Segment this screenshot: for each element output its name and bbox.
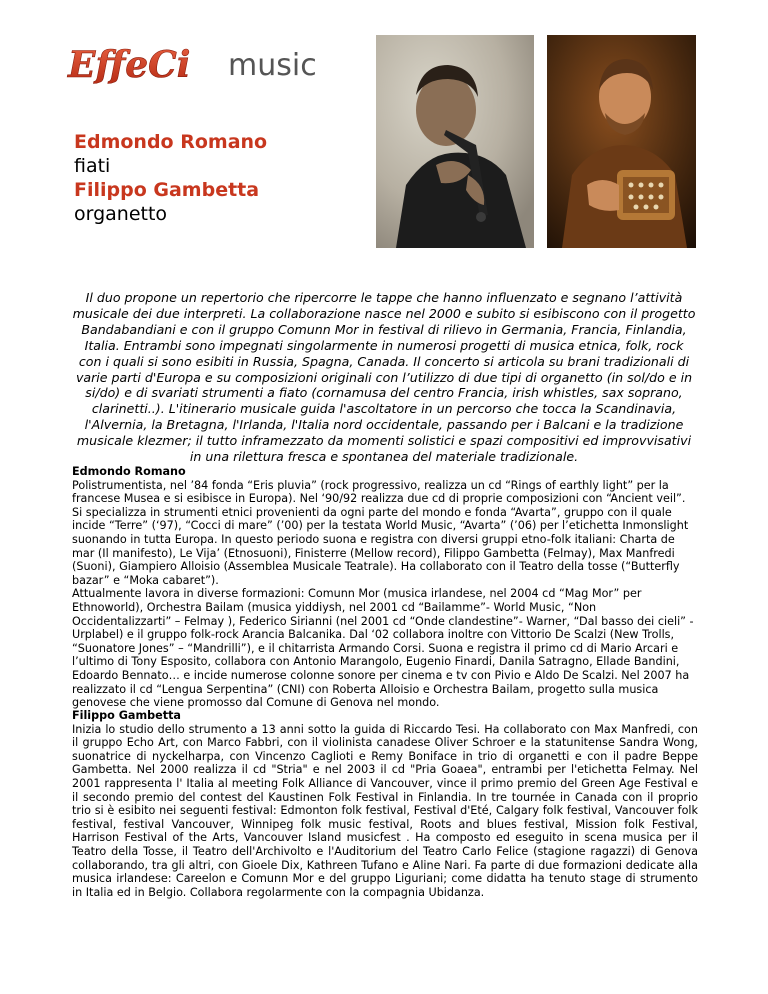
- logo-brand-text: EffeCi: [68, 44, 191, 84]
- artist-name-gambetta: Filippo Gambetta: [74, 179, 260, 201]
- artist-instrument-gambetta: organetto: [74, 203, 168, 225]
- bio-romano-text-2: Attualmente lavora in diverse formazioni: Comunn Mor (musica irlandese, nel 2004 cd “Mag Mor” per Ethnoworld), Orchestra Bailam (musica yiddiysh, nel 2001 cd “Bailamme”- World Music, “Non Occidentalizzarti” – Felmay ), Federico Sirianni (nel 2001 cd “Onde clandestine”- Warner, “Dal basso dei cieli” - Urplabel) e il gruppo folk-rock Arancia Balcanika. Dal ‘02 collabora inoltre con Vittorio De Scalzi (New Trolls, “Suonatore Jones” – “Mandrilli”), e il chitarrista Armando Corsi. Suona e registra il primo cd di Mario Arcari e l’ultimo di Tony Esposito, collabora con Antonio Marangolo, Eugenio Finardi, Danila Satragno, Ellade Bandini, Edoardo Bennato… e incide numerose colonne sonore per cinema e tv con Pivio e Aldo De Scalzi. Nel 2007 ha realizzato il cd “Lengua Serpentina” (CNI) con Roberta Alloisio e Orchestra Bailam, progetto sulla musica genovese che viene promosso dal Comune di Genova nel mondo.: [72, 587, 694, 710]
- bio-romano: [72, 465, 698, 710]
- artist-name-romano: Edmondo Romano: [74, 131, 268, 153]
- saxophonist-photo: [376, 35, 534, 248]
- bio-gambetta: [72, 709, 698, 899]
- logo-music-text: music: [228, 48, 317, 83]
- bio-romano-heading: Edmondo Romano: [72, 465, 186, 478]
- bio-gambetta-text: Inizia lo studio dello strumento a 13 anni sotto la guida di Riccardo Tesi. Ha collaborato con Max Manfredi, con il gruppo Echo Art, con Marco Fabbri, con il violinista canadese Oliver Schroer e la statunitense Sandra Wong, suonatrice di nyckelharpa, con Vincenzo Caglioti e Remy Boniface in trio di organetti e con il padre Beppe Gambetta. Nel 2000 realizza il cd "Stria" e nel 2003 il cd "Pria Goaea", entrambi per l'etichetta Felmay. Nel 2001 rappresenta l' Italia al meeting Folk Alliance di Vancouver, vince il primo premio del Green Age Festival e il secondo premio del contest del Kaustinen Folk Festival in Finlandia. In tre tournée in Canada con il proprio trio si è esibito nei seguenti festival: Edmonton folk festival, Festival d'Eté, Calgary folk festival, Vancouver folk festival, festival Vancouver, Winnipeg folk music festival, Roots and blues festival, Mission folk Festival, Harrison Festival of the Arts, Vancouver Island musicfest . Ha composto ed eseguito in scena musica per il Teatro della Tosse, il Teatro dell'Archivolto e l'Auditorium del Teatro Carlo Felice (stagione ragazzi) di Genova collaborando, tra gli altri, con Gioele Dix, Kathreen Tufano e Aline Nari. Fa parte di due formazioni dedicate alla musica irlandese: Careelon e Comunn Mor e del gruppo Liguriani; come didatta ha tenuto stage di strumento in Italia ed in Belgio. Collabora regolarmente con la compagnia Ubidanza.: [72, 722, 698, 899]
- intro-paragraph: Il duo propone un repertorio che ripercorre le tappe che hanno influenzato e segnano l’attività musicale dei due interpreti. La collaborazione nasce nel 2000 e subito si esibiscono con il progetto Bandabandiani e con il gruppo Comunn Mor in festival di rilievo in Germania, Francia, Finlandia, Italia. Entrambi sono impegnati singolarmente in numerosi progetti di musica etnica, folk, rock con i quali si sono esibiti in Russia, Spagna, Canada. Il concerto si articola su brani tradizionali di varie parti d'Europa e su composizioni originali con l’utilizzo di due tipi di organetto (in sol/do e in si/do) e di svariati strumenti a fiato (cornamusa del centro Francia, irish whistles, sax soprano, clarinetti..). L'itinerario musicale guida l'ascoltatore in un percorso che tocca la Scandinavia, l'Alvernia, la Bretagna, l'Irlanda, l'Italia nord occidentale, passando per i Balcani e la tradizione musicale klezmer; il tutto inframezzato da momenti solistici e spazi compositivi ed improvvisativi in una rilettura fresca e spontanea del materiale tradizionale.: [72, 290, 696, 465]
- bio-romano-text: Polistrumentista, nel ’84 fonda “Eris pluvia” (rock progressivo, realizza un cd “Rings of earthly light” per la francese Musea e si esibisce in Europa). Nel ‘90/92 realizza due cd di proprie composizioni con “Ancient veil”. Si specializza in strumenti etnici provenienti da ogni parte del mondo e fonda “Avarta”, gruppo con il quale incide “Terre” (‘97), “Cocci di mare” (’00) per la testata World Music, “Avarta” (’06) per l’etichetta Inmonslight suonando in tutta Europa. In questo periodo suona e registra con diversi gruppi etno-folk italiani: Charta de mar (Il manifesto), Le Vija’ (Etnosuoni), Finisterre (Mellow record), Filippo Gambetta (Felmay), Max Manfredi (Suoni), Giampiero Alloisio (Assemblea Musicale Teatrale). Ha collaborato con il Teatro della tosse (“Butterfly bazar” e “Moka cabaret”).: [72, 478, 689, 587]
- accordionist-photo: [547, 35, 696, 248]
- artist-instrument-romano: fiati: [74, 155, 111, 177]
- bio-gambetta-heading: Filippo Gambetta: [72, 709, 181, 722]
- effeci-music-logo: [66, 44, 356, 84]
- artist-names: [74, 130, 374, 226]
